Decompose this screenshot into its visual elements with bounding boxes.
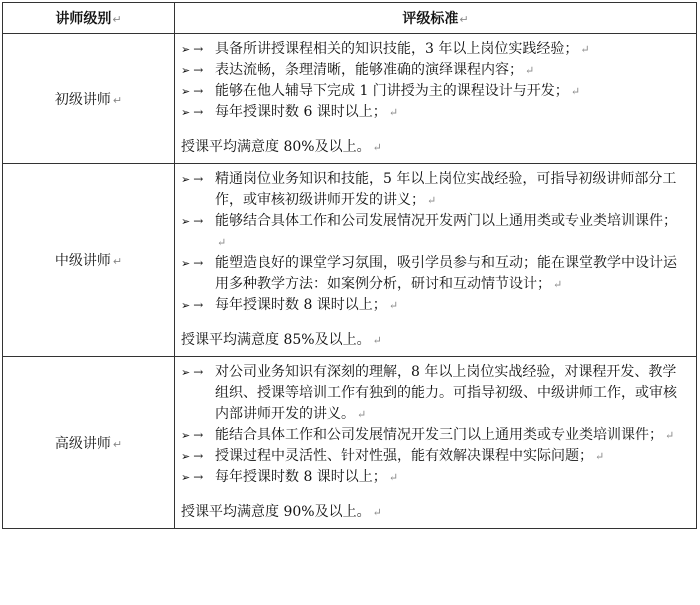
criteria-item: ➢ → 授课过程中灵活性、针对性强，能有效解决课程中实际问题； ↵ — [181, 446, 688, 467]
criteria-item: ➢ → 每年授课时数 8 课时以上； ↵ — [181, 295, 688, 316]
satisfaction-text: 授课平均满意度 90%及以上。 ↵ — [181, 504, 382, 520]
level-name: 高级讲师 — [54, 435, 111, 452]
level-row-intermediate — [3, 164, 697, 357]
header-criteria — [175, 3, 697, 34]
arrow-bullet-icon: ➢ → — [181, 105, 204, 119]
level-cell — [3, 34, 175, 164]
return-mark-icon: ↵ — [112, 437, 123, 451]
level-cell — [3, 164, 175, 357]
criteria-cell — [175, 164, 697, 357]
criteria-item: ➢ → 每年授课时数 8 课时以上； ↵ — [181, 467, 688, 488]
criteria-item: ➢ → 能塑造良好的课堂学习氛围，吸引学员参与和互动；能在课堂教学中设计运用多种教学方法：如案例分析，研讨和互动情节设计； ↵ — [181, 255, 677, 292]
criteria-cell — [175, 357, 697, 529]
arrow-bullet-icon: ➢ → — [181, 449, 204, 463]
criteria-item: ➢ → 能够结合具体工作和公司发展情况开发两门以上通用类或专业类培训课件；↵ — [181, 213, 677, 249]
document — [2, 2, 696, 529]
arrow-bullet-icon: ➢ → — [181, 42, 204, 56]
header-level-text: 讲师级别 — [55, 11, 112, 27]
criteria-item: ➢ → 能结合具体工作和公司发展情况开发三门以上通用类或专业类培训课件； ↵ — [181, 425, 688, 446]
arrow-bullet-icon: ➢ → — [181, 470, 204, 484]
lecturer-level-table — [2, 2, 697, 529]
header-row — [3, 3, 697, 34]
header-level — [3, 3, 175, 34]
arrow-bullet-icon: ➢ → — [181, 365, 204, 379]
criteria-item: ➢ → 具备所讲授课程相关的知识技能，3 年以上岗位实践经验； ↵ — [181, 39, 688, 60]
arrow-bullet-icon: ➢ → — [181, 428, 204, 442]
level-name: 初级讲师 — [54, 91, 111, 108]
arrow-bullet-icon: ➢ → — [181, 84, 204, 98]
level-name: 中级讲师 — [54, 253, 111, 269]
return-mark-icon: ↵ — [112, 255, 123, 268]
return-mark-icon: ↵ — [459, 13, 469, 26]
arrow-bullet-icon: ➢ → — [181, 172, 204, 186]
criteria-item: ➢ → 每年授课时数 6 课时以上； ↵ — [181, 102, 688, 123]
arrow-bullet-icon: ➢ → — [181, 63, 204, 77]
return-mark-icon: ↵ — [112, 13, 122, 26]
arrow-bullet-icon: ➢ → — [181, 298, 204, 312]
satisfaction-text: 授课平均满意度 85%及以上。 ↵ — [181, 332, 382, 348]
header-criteria-text: 评级标准 — [402, 11, 459, 27]
level-cell — [3, 357, 175, 529]
satisfaction-text: 授课平均满意度 80%及以上。 ↵ — [181, 139, 382, 155]
return-mark-icon: ↵ — [112, 93, 123, 107]
arrow-bullet-icon: ➢ → — [181, 214, 204, 228]
criteria-item: ➢ → 表达流畅，条理清晰，能够准确的演绎课程内容； ↵ — [181, 60, 688, 81]
arrow-bullet-icon: ➢ → — [181, 256, 204, 270]
level-row-senior — [3, 357, 697, 529]
criteria-item: ➢ → 精通岗位业务知识和技能，5 年以上岗位实战经验，可指导初级讲师部分工作，或审核初级讲师开发的讲义； ↵ — [181, 171, 677, 208]
level-row-junior — [3, 34, 697, 164]
criteria-cell — [175, 34, 697, 164]
criteria-item: ➢ → 对公司业务知识有深刻的理解，8 年以上岗位实战经验，对课程开发、教学组织、授课等培训工作有独到的能力。可指导初级、中级讲师工作，或审核内部讲师开发的讲义。 ↵ — [181, 364, 677, 422]
criteria-item: ➢ → 能够在他人辅导下完成 1 门讲授为主的课程设计与开发； ↵ — [181, 81, 688, 102]
